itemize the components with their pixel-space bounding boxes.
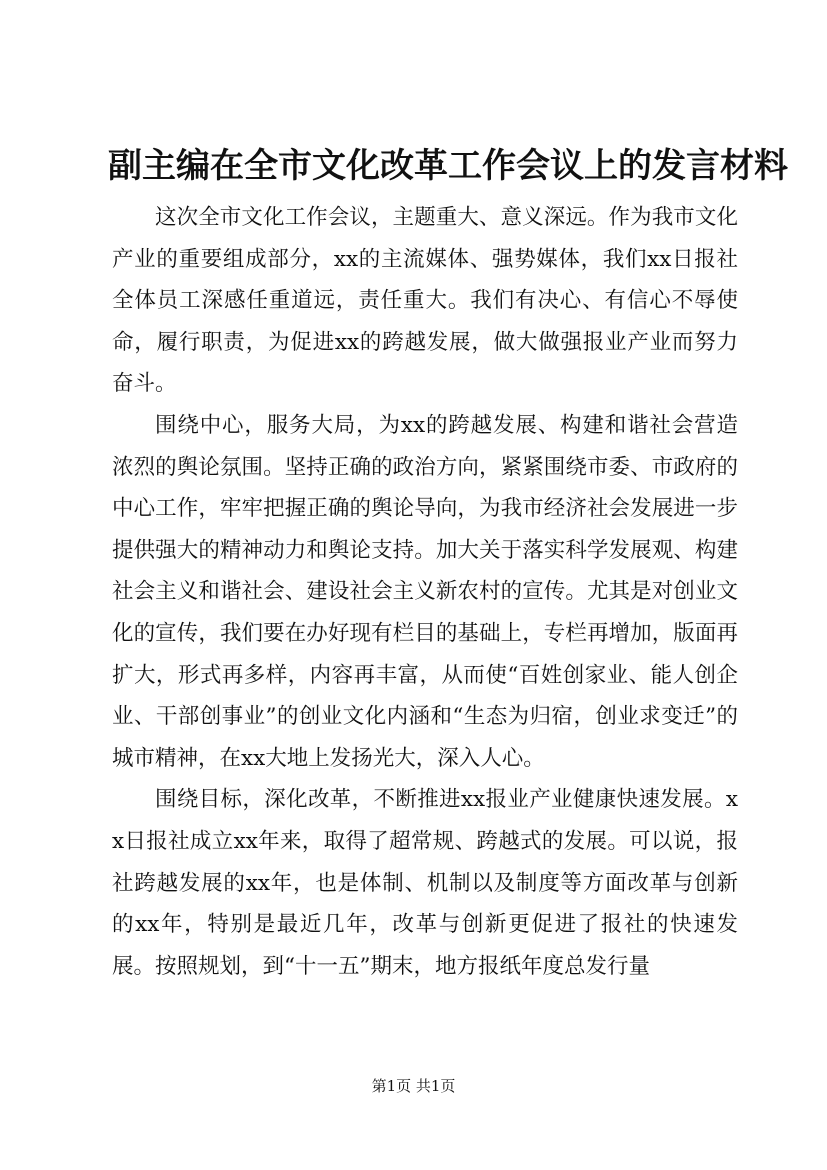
page-number-label: 第1页 共1页	[371, 1077, 456, 1095]
document-title: 副主编在全市文化改革工作会议上的发言材料	[108, 146, 788, 186]
paragraph-1: 这次全市文化工作会议，主题重大、意义深远。作为我市文化产业的重要组成部分，xx的主流媒体、强势媒体，我们xx日报社全体员工深感任重道远，责任重大。我们有决心、有信心不辱使命，履行职责，为促进xx的跨越发展，做大做强报业产业而努力奋斗。	[112, 205, 738, 397]
page-footer	[0, 1076, 827, 1096]
paragraph-2: 围绕中心，服务大局，为xx的跨越发展、构建和谐社会营造浓烈的舆论氛围。坚持正确的政治方向，紧紧围绕市委、市政府的中心工作，牢牢把握正确的舆论导向，为我市经济社会发展进一步提供强大的精神动力和舆论支持。加大关于落实科学发展观、构建社会主义和谐社会、建设社会主义新农村的宣传。尤其是对创业文化的宣传，我们要在办好现有栏目的基础上，专栏再增加，版面再扩大，形式再多样，内容再丰富，从而使“百姓创家业、能人创企业、干部创事业”的创业文化内涵和“生态为归宿，创业求变迁”的城市精神，在xx大地上发扬光大，深入人心。	[112, 412, 738, 771]
paragraph-3: 围绕目标，深化改革，不断推进xx报业产业健康快速发展。xx日报社成立xx年来，取得了超常规、跨越式的发展。可以说，报社跨越发展的xx年，也是体制、机制以及制度等方面改革与创新的xx年，特别是最近几年，改革与创新更促进了报社的快速发展。按照规划，到“十一五”期末，地方报纸年度总发行量	[112, 787, 738, 979]
document-body	[112, 197, 738, 987]
